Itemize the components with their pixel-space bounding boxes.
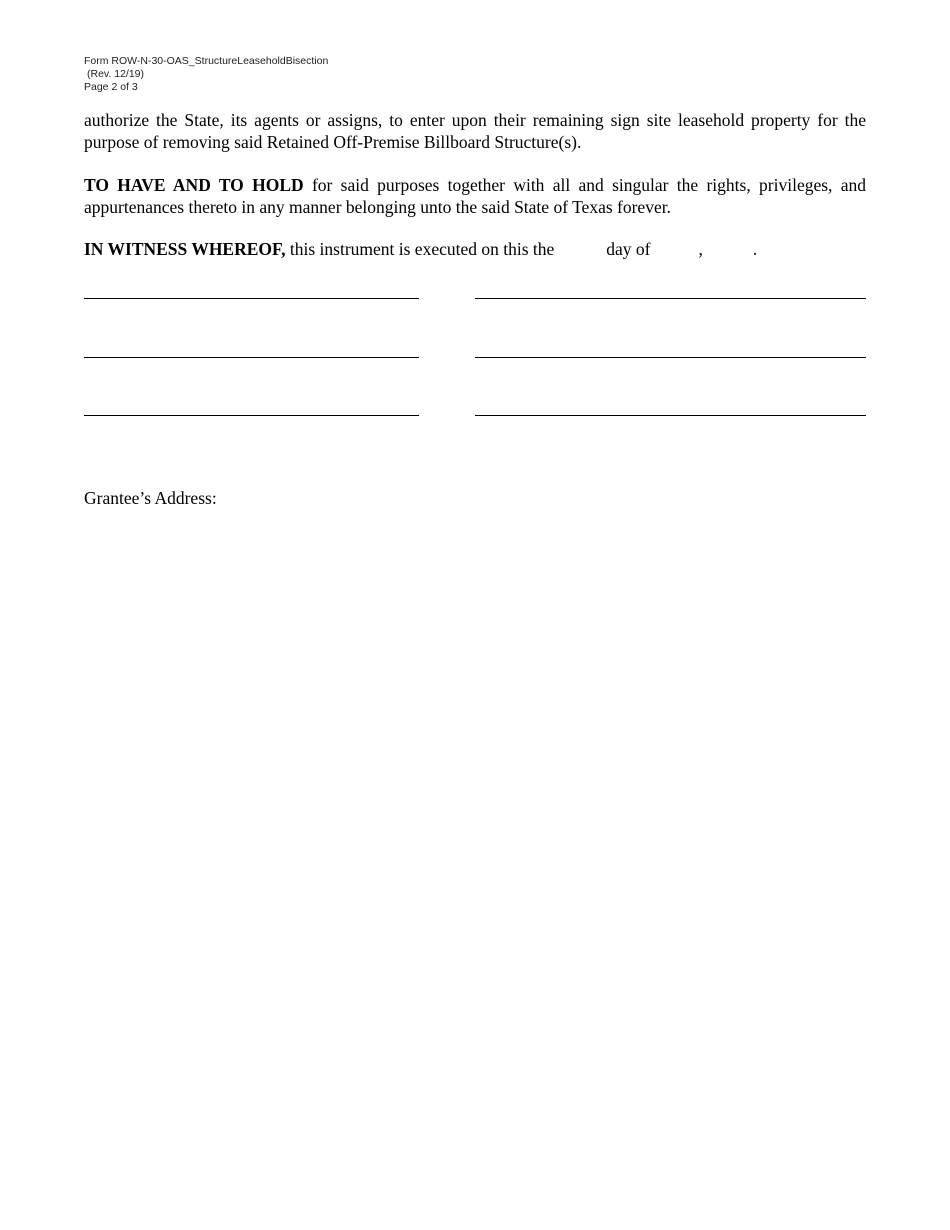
date-period: . xyxy=(752,239,758,259)
form-revision: (Rev. 12/19) xyxy=(87,68,144,80)
witness-paragraph xyxy=(84,239,866,261)
habendum-paragraph xyxy=(84,175,866,218)
date-comma: , xyxy=(698,239,703,259)
page-number: Page 2 of 3 xyxy=(84,81,138,93)
signature-line-left-3 xyxy=(84,415,419,416)
signature-line-left-1 xyxy=(84,298,419,299)
habendum-text: for said purposes together with all and singular the rights, privileges, and appurtenances thereto in any manner belonging unto the said State of Texas forever. xyxy=(84,175,866,217)
signature-line-right-3 xyxy=(475,415,866,416)
grantee-address-label: Grantee’s Address: xyxy=(84,488,217,508)
day-of-label: day of xyxy=(606,239,651,259)
signature-line-right-1 xyxy=(475,298,866,299)
signature-line-left-2 xyxy=(84,357,419,358)
form-id: Form ROW-N-30-OAS_StructureLeaseholdBisection xyxy=(84,55,329,67)
removal-authorization-paragraph: authorize the State, its agents or assigns, to enter upon their remaining sign site leasehold property for the purpose of removing said Retained Off-Premise Billboard Structure(s). xyxy=(84,110,866,152)
witness-text: this instrument is executed on this the xyxy=(285,239,555,259)
witness-heading: IN WITNESS WHEREOF, xyxy=(84,239,286,259)
form-header xyxy=(84,55,328,94)
signature-line-right-2 xyxy=(475,357,866,358)
habendum-heading: TO HAVE AND TO HOLD xyxy=(84,175,304,195)
